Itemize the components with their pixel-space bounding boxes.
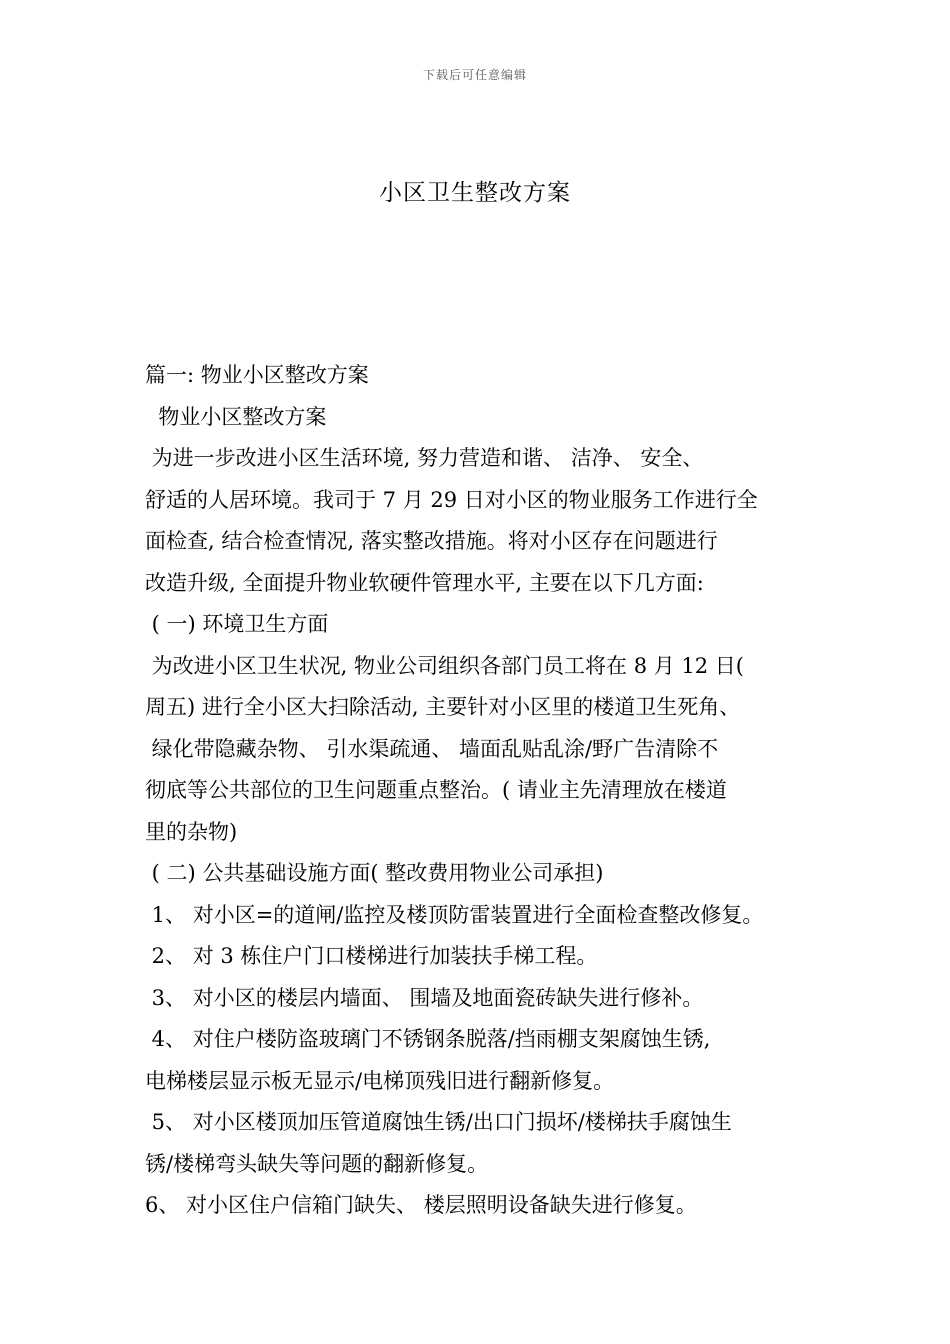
list-item: 3、 对小区的楼层内墙面、 围墙及地面瓷砖缺失进行修补。 <box>145 985 704 1010</box>
list-item-continuation: 电梯楼层显示板无显示/电梯顶残旧进行翻新修复。 <box>145 1068 615 1093</box>
page-header-note: 下载后可任意编辑 <box>422 68 527 82</box>
section-heading-1: 篇一: 物业小区整改方案 <box>145 363 369 387</box>
paragraph-line: 周五) 进行全小区大扫除活动, 主要针对小区里的楼道卫生死角、 <box>145 695 741 719</box>
list-item-continuation: 锈/楼梯弯头缺失等问题的翻新修复。 <box>145 1151 489 1176</box>
paragraph-line: 为进一步改进小区生活环境, 努力营造和谐、 洁净、 安全、 <box>145 446 704 470</box>
paragraph-line: 改造升级, 全面提升物业软硬件管理水平, 主要在以下几方面: <box>145 570 704 595</box>
list-item: 6、 对小区住户信箱门缺失、 楼层照明设备缺失进行修复。 <box>145 1193 697 1217</box>
section-heading-environment: ( 一) 环境卫生方面 <box>145 612 329 636</box>
subsection-heading: 物业小区整改方案 <box>145 404 327 429</box>
paragraph-line: 彻底等公共部位的卫生问题重点整治。( 请业主先清理放在楼道 <box>145 778 727 802</box>
paragraph-line: 绿化带隐藏杂物、 引水渠疏通、 墙面乱贴乱涂/野广告清除不 <box>145 736 719 761</box>
paragraph-line: 舒适的人居环境。我司于 7 月 29 日对小区的物业服务工作进行全 <box>145 487 758 512</box>
paragraph-line: 里的杂物) <box>145 819 238 844</box>
list-item: 1、 对小区=的道闸/监控及楼顶防雷装置进行全面检查整改修复。 <box>145 902 764 927</box>
paragraph-line: 面检查, 结合检查情况, 落实整改措施。将对小区存在问题进行 <box>145 529 718 553</box>
document-body <box>145 355 815 1227</box>
list-item: 5、 对小区楼顶加压管道腐蚀生锈/出口门损坏/楼梯扶手腐蚀生 <box>145 1110 732 1134</box>
list-item: 4、 对住户楼防盗玻璃门不锈钢条脱落/挡雨棚支架腐蚀生锈, <box>145 1027 711 1051</box>
paragraph-line: 为改进小区卫生状况, 物业公司组织各部门员工将在 8 月 12 日( <box>145 653 745 678</box>
section-heading-facilities: ( 二) 公共基础设施方面( 整改费用物业公司承担) <box>145 861 604 885</box>
list-item: 2、 对 3 栋住户门口楼梯进行加装扶手梯工程。 <box>145 944 598 968</box>
document-title: 小区卫生整改方案 <box>379 180 571 206</box>
